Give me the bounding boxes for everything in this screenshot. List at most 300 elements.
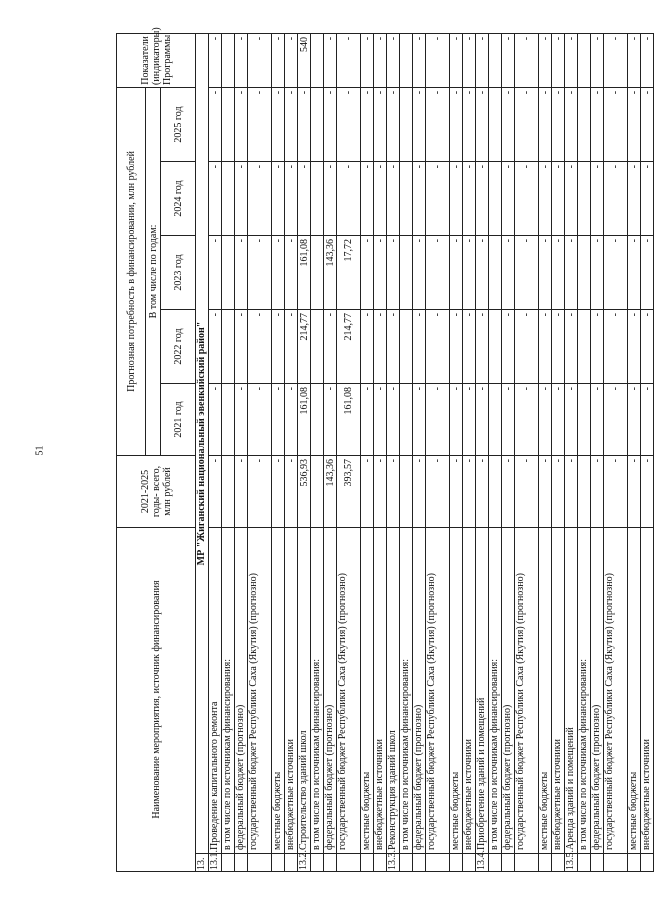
cell-total: - xyxy=(552,456,565,528)
table-row xyxy=(248,33,272,871)
table-row xyxy=(578,33,591,871)
row-number xyxy=(324,854,337,872)
cell-year-2023: - xyxy=(476,236,489,310)
cell-total: - xyxy=(565,456,578,528)
row-name: местные бюджеты xyxy=(272,528,285,854)
cell-total: - xyxy=(374,456,387,528)
cell-total: - xyxy=(463,456,476,528)
cell-year-2025: - xyxy=(591,87,604,161)
cell-year-2023 xyxy=(578,236,591,310)
cell-indicator: 540 xyxy=(298,33,311,87)
rotated-page-content xyxy=(116,27,653,872)
cell-year-2021 xyxy=(311,384,324,456)
table-row xyxy=(476,33,489,871)
row-number xyxy=(628,854,641,872)
cell-indicator: - xyxy=(476,33,489,87)
cell-total: - xyxy=(539,456,552,528)
cell-year-2024: - xyxy=(641,162,654,236)
header-year-2022: 2022 год xyxy=(161,310,196,384)
row-name: федеральный бюджет (прогнозно) xyxy=(235,528,248,854)
cell-year-2022: - xyxy=(374,310,387,384)
cell-indicator xyxy=(222,33,235,87)
table-row xyxy=(235,33,248,871)
cell-year-2024: - xyxy=(387,162,400,236)
cell-year-2023: - xyxy=(248,236,272,310)
cell-year-2023: - xyxy=(463,236,476,310)
cell-year-2023: 143,36 xyxy=(324,236,337,310)
cell-total: - xyxy=(628,456,641,528)
cell-year-2023: - xyxy=(502,236,515,310)
cell-year-2022 xyxy=(578,310,591,384)
section-row xyxy=(196,33,209,871)
table-row xyxy=(298,33,311,871)
header-year-2024: 2024 год xyxy=(161,162,196,236)
row-name: внебюджетные источники xyxy=(374,528,387,854)
cell-year-2024: - xyxy=(272,162,285,236)
cell-year-2025: - xyxy=(235,87,248,161)
row-name: Проведение капитального ремонта xyxy=(209,528,222,854)
cell-indicator: - xyxy=(628,33,641,87)
table-row xyxy=(426,33,450,871)
cell-year-2024: - xyxy=(591,162,604,236)
cell-year-2024: - xyxy=(463,162,476,236)
cell-year-2023: - xyxy=(450,236,463,310)
row-name: в том числе по источникам финансирования: xyxy=(311,528,324,854)
cell-indicator: - xyxy=(463,33,476,87)
cell-year-2024: - xyxy=(298,162,311,236)
table-row xyxy=(591,33,604,871)
header-year-2025: 2025 год xyxy=(161,87,196,161)
cell-year-2021: - xyxy=(450,384,463,456)
cell-year-2021: - xyxy=(248,384,272,456)
table-row xyxy=(489,33,502,871)
cell-indicator xyxy=(400,33,413,87)
row-name: внебюджетные источники xyxy=(641,528,654,854)
cell-indicator: - xyxy=(450,33,463,87)
cell-year-2023: - xyxy=(285,236,298,310)
cell-year-2021: - xyxy=(324,384,337,456)
cell-total xyxy=(489,456,502,528)
cell-indicator: - xyxy=(565,33,578,87)
row-number xyxy=(552,854,565,872)
table-row xyxy=(539,33,552,871)
row-name: в том числе по источникам финансирования: xyxy=(400,528,413,854)
cell-year-2023: - xyxy=(235,236,248,310)
header-forecast: Прогнозная потребность в финансировании, млн рублей xyxy=(117,87,146,455)
cell-indicator: - xyxy=(641,33,654,87)
row-name: Приобретение зданий и помещений xyxy=(476,528,489,854)
cell-year-2024: - xyxy=(426,162,450,236)
cell-year-2025: - xyxy=(476,87,489,161)
cell-year-2022: - xyxy=(552,310,565,384)
cell-indicator: - xyxy=(426,33,450,87)
cell-indicator: - xyxy=(515,33,539,87)
cell-year-2022 xyxy=(311,310,324,384)
cell-year-2022 xyxy=(222,310,235,384)
header-year-2021: 2021 год xyxy=(161,384,196,456)
cell-year-2021 xyxy=(400,384,413,456)
cell-year-2025: - xyxy=(628,87,641,161)
cell-year-2024: - xyxy=(209,162,222,236)
cell-year-2025: - xyxy=(515,87,539,161)
cell-year-2022: - xyxy=(426,310,450,384)
table-row xyxy=(272,33,285,871)
cell-year-2025 xyxy=(311,87,324,161)
cell-total: - xyxy=(515,456,539,528)
cell-year-2021: - xyxy=(272,384,285,456)
cell-year-2022: - xyxy=(209,310,222,384)
cell-year-2021: - xyxy=(426,384,450,456)
cell-year-2024: - xyxy=(248,162,272,236)
header-by-years: В том числе по годам: xyxy=(146,87,161,455)
row-name: местные бюджеты xyxy=(361,528,374,854)
cell-total xyxy=(222,456,235,528)
cell-year-2023: - xyxy=(641,236,654,310)
cell-year-2021: - xyxy=(476,384,489,456)
cell-year-2021 xyxy=(222,384,235,456)
cell-year-2024: - xyxy=(515,162,539,236)
cell-year-2021: - xyxy=(374,384,387,456)
cell-total: - xyxy=(272,456,285,528)
row-number xyxy=(502,854,515,872)
cell-year-2021: - xyxy=(565,384,578,456)
cell-year-2025 xyxy=(222,87,235,161)
row-number xyxy=(248,854,272,872)
cell-year-2025: - xyxy=(413,87,426,161)
financing-table xyxy=(116,27,654,872)
cell-year-2021: - xyxy=(502,384,515,456)
cell-year-2025: - xyxy=(565,87,578,161)
table-row xyxy=(502,33,515,871)
cell-year-2022: - xyxy=(387,310,400,384)
row-name: Строительство зданий школ xyxy=(298,528,311,854)
cell-year-2025: - xyxy=(298,87,311,161)
cell-year-2021: 161,08 xyxy=(337,384,361,456)
cell-year-2025 xyxy=(400,87,413,161)
table-row xyxy=(552,33,565,871)
cell-year-2022: 214,77 xyxy=(298,310,311,384)
cell-year-2021: - xyxy=(235,384,248,456)
cell-year-2025: - xyxy=(337,87,361,161)
row-name: местные бюджеты xyxy=(628,528,641,854)
table-row xyxy=(324,33,337,871)
cell-year-2025: - xyxy=(285,87,298,161)
cell-year-2025: - xyxy=(272,87,285,161)
cell-year-2022: - xyxy=(413,310,426,384)
cell-year-2022: - xyxy=(450,310,463,384)
cell-total: - xyxy=(209,456,222,528)
table-row xyxy=(641,33,654,871)
cell-year-2025: - xyxy=(641,87,654,161)
cell-total: 393,57 xyxy=(337,456,361,528)
cell-year-2021 xyxy=(578,384,591,456)
row-number xyxy=(285,854,298,872)
cell-total: - xyxy=(361,456,374,528)
cell-year-2024: - xyxy=(324,162,337,236)
cell-year-2023 xyxy=(489,236,502,310)
cell-year-2024: - xyxy=(628,162,641,236)
cell-year-2025 xyxy=(578,87,591,161)
cell-year-2023: - xyxy=(387,236,400,310)
cell-year-2022: - xyxy=(591,310,604,384)
row-name: в том числе по источникам финансирования: xyxy=(489,528,502,854)
cell-year-2023: - xyxy=(272,236,285,310)
cell-year-2024: - xyxy=(337,162,361,236)
table-row xyxy=(387,33,400,871)
cell-year-2022: - xyxy=(604,310,628,384)
table-row xyxy=(450,33,463,871)
table-row xyxy=(463,33,476,871)
cell-year-2021: - xyxy=(591,384,604,456)
cell-total: 143,36 xyxy=(324,456,337,528)
cell-year-2023 xyxy=(222,236,235,310)
cell-year-2024 xyxy=(578,162,591,236)
row-number xyxy=(374,854,387,872)
cell-year-2023: - xyxy=(591,236,604,310)
cell-total: - xyxy=(426,456,450,528)
cell-indicator: - xyxy=(502,33,515,87)
cell-year-2025: - xyxy=(248,87,272,161)
cell-year-2024: - xyxy=(502,162,515,236)
cell-year-2022: - xyxy=(476,310,489,384)
row-number xyxy=(426,854,450,872)
cell-total: - xyxy=(413,456,426,528)
header-total: 2021-2025 годы- всего, млн рублей xyxy=(117,456,196,528)
cell-year-2021: - xyxy=(604,384,628,456)
cell-year-2025: - xyxy=(387,87,400,161)
cell-year-2022: 214,77 xyxy=(337,310,361,384)
cell-year-2023: - xyxy=(515,236,539,310)
table-row xyxy=(565,33,578,871)
table-row xyxy=(515,33,539,871)
cell-year-2024 xyxy=(489,162,502,236)
cell-year-2024: - xyxy=(374,162,387,236)
row-number: 13.5. xyxy=(565,850,576,870)
cell-total: - xyxy=(248,456,272,528)
table-row xyxy=(413,33,426,871)
cell-indicator: - xyxy=(604,33,628,87)
row-name: федеральный бюджет (прогнозно) xyxy=(324,528,337,854)
cell-year-2024: - xyxy=(413,162,426,236)
row-number: 13. xyxy=(196,854,209,872)
row-name: государственный бюджет Республики Саха (Якутия) (прогнозно) xyxy=(248,528,272,854)
cell-year-2025: - xyxy=(374,87,387,161)
cell-indicator: - xyxy=(235,33,248,87)
row-name: Аренда зданий и помещений xyxy=(565,528,578,854)
cell-year-2024: - xyxy=(476,162,489,236)
table-row xyxy=(209,33,222,871)
cell-total xyxy=(578,456,591,528)
row-number: 13.2. xyxy=(298,850,309,870)
row-name: федеральный бюджет (прогнозно) xyxy=(413,528,426,854)
cell-year-2022: - xyxy=(515,310,539,384)
header-indicators: Показатели (индикаторы) Программы xyxy=(117,33,196,87)
row-number xyxy=(361,854,374,872)
row-number: 13.1. xyxy=(209,850,220,870)
cell-year-2022: - xyxy=(463,310,476,384)
cell-year-2025: - xyxy=(426,87,450,161)
cell-indicator: - xyxy=(248,33,272,87)
cell-total: 536,93 xyxy=(298,456,311,528)
cell-year-2023: - xyxy=(539,236,552,310)
row-number xyxy=(311,854,324,872)
cell-year-2023: - xyxy=(552,236,565,310)
cell-year-2025: - xyxy=(361,87,374,161)
cell-total: - xyxy=(285,456,298,528)
row-name: государственный бюджет Республики Саха (Якутия) (прогнозно) xyxy=(515,528,539,854)
cell-total: - xyxy=(476,456,489,528)
row-number: 13.3. xyxy=(387,850,398,870)
cell-year-2025: - xyxy=(502,87,515,161)
cell-year-2022: - xyxy=(641,310,654,384)
cell-year-2022 xyxy=(489,310,502,384)
table-row xyxy=(628,33,641,871)
row-number xyxy=(272,854,285,872)
cell-year-2023: - xyxy=(209,236,222,310)
cell-indicator: - xyxy=(539,33,552,87)
row-number xyxy=(604,854,628,872)
table-body xyxy=(196,33,654,871)
cell-year-2022: - xyxy=(324,310,337,384)
cell-indicator xyxy=(311,33,324,87)
cell-year-2023: - xyxy=(426,236,450,310)
row-name: Реконструкция зданий школ xyxy=(387,528,400,854)
cell-total: - xyxy=(450,456,463,528)
table-row xyxy=(374,33,387,871)
row-name: государственный бюджет Республики Саха (Якутия) (прогнозно) xyxy=(337,528,361,854)
row-number xyxy=(578,854,591,872)
cell-year-2023: - xyxy=(628,236,641,310)
cell-year-2023 xyxy=(311,236,324,310)
row-name: в том числе по источникам финансирования: xyxy=(578,528,591,854)
cell-total: - xyxy=(502,456,515,528)
row-number xyxy=(450,854,463,872)
table-row xyxy=(222,33,235,871)
cell-year-2025 xyxy=(489,87,502,161)
cell-year-2021: - xyxy=(628,384,641,456)
cell-indicator: - xyxy=(361,33,374,87)
cell-total: - xyxy=(604,456,628,528)
cell-year-2021 xyxy=(489,384,502,456)
row-number xyxy=(222,854,235,872)
cell-year-2021: - xyxy=(361,384,374,456)
cell-year-2021: - xyxy=(463,384,476,456)
cell-indicator xyxy=(578,33,591,87)
cell-indicator xyxy=(489,33,502,87)
table-row xyxy=(285,33,298,871)
cell-year-2023: - xyxy=(604,236,628,310)
table-row xyxy=(337,33,361,871)
cell-year-2021: - xyxy=(209,384,222,456)
cell-year-2024: - xyxy=(552,162,565,236)
cell-indicator: - xyxy=(272,33,285,87)
row-name: внебюджетные источники xyxy=(285,528,298,854)
cell-year-2023: 17,72 xyxy=(337,236,361,310)
cell-year-2021: 161,08 xyxy=(298,384,311,456)
row-number xyxy=(539,854,552,872)
cell-year-2021: - xyxy=(285,384,298,456)
cell-year-2022 xyxy=(400,310,413,384)
cell-total: - xyxy=(387,456,400,528)
cell-year-2025: - xyxy=(463,87,476,161)
row-name: федеральный бюджет (прогнозно) xyxy=(502,528,515,854)
cell-total xyxy=(400,456,413,528)
row-number xyxy=(413,854,426,872)
cell-indicator: - xyxy=(337,33,361,87)
cell-year-2022: - xyxy=(235,310,248,384)
cell-indicator: - xyxy=(324,33,337,87)
cell-total: - xyxy=(235,456,248,528)
row-number xyxy=(641,854,654,872)
cell-year-2024: - xyxy=(450,162,463,236)
cell-year-2024 xyxy=(222,162,235,236)
section-title: МР "Жиганский национальный эвенкийский район" xyxy=(196,33,209,853)
cell-year-2025: - xyxy=(604,87,628,161)
row-number xyxy=(591,854,604,872)
cell-year-2024: - xyxy=(565,162,578,236)
cell-year-2022: - xyxy=(248,310,272,384)
cell-indicator: - xyxy=(591,33,604,87)
row-number: 13.4. xyxy=(476,850,487,870)
table-row xyxy=(361,33,374,871)
cell-year-2021: - xyxy=(552,384,565,456)
cell-year-2021: - xyxy=(515,384,539,456)
cell-year-2021: - xyxy=(413,384,426,456)
page-number: 51 xyxy=(34,445,46,456)
cell-year-2023: - xyxy=(565,236,578,310)
cell-year-2023: - xyxy=(361,236,374,310)
row-name: местные бюджеты xyxy=(539,528,552,854)
cell-year-2023: - xyxy=(413,236,426,310)
header-year-2023: 2023 год xyxy=(161,236,196,310)
cell-total xyxy=(311,456,324,528)
row-number xyxy=(515,854,539,872)
row-name: в том числе по источникам финансирования: xyxy=(222,528,235,854)
cell-year-2025: - xyxy=(539,87,552,161)
row-name: государственный бюджет Республики Саха (Якутия) (прогнозно) xyxy=(604,528,628,854)
cell-year-2022: - xyxy=(539,310,552,384)
cell-year-2024 xyxy=(311,162,324,236)
row-name: местные бюджеты xyxy=(450,528,463,854)
cell-year-2022: - xyxy=(361,310,374,384)
row-number xyxy=(337,854,361,872)
cell-year-2023: - xyxy=(374,236,387,310)
cell-total: - xyxy=(641,456,654,528)
table-row xyxy=(400,33,413,871)
cell-indicator: - xyxy=(374,33,387,87)
cell-year-2021: - xyxy=(641,384,654,456)
cell-year-2024: - xyxy=(235,162,248,236)
cell-indicator: - xyxy=(387,33,400,87)
cell-year-2024: - xyxy=(361,162,374,236)
cell-year-2025: - xyxy=(209,87,222,161)
cell-year-2023: 161,08 xyxy=(298,236,311,310)
cell-year-2025: - xyxy=(552,87,565,161)
row-number xyxy=(463,854,476,872)
cell-year-2024: - xyxy=(285,162,298,236)
cell-year-2022: - xyxy=(502,310,515,384)
row-number xyxy=(489,854,502,872)
cell-indicator: - xyxy=(285,33,298,87)
cell-year-2021: - xyxy=(387,384,400,456)
cell-year-2024: - xyxy=(539,162,552,236)
cell-year-2024: - xyxy=(604,162,628,236)
row-name: внебюджетные источники xyxy=(552,528,565,854)
cell-indicator: - xyxy=(209,33,222,87)
cell-year-2024 xyxy=(400,162,413,236)
row-name: внебюджетные источники xyxy=(463,528,476,854)
cell-year-2021: - xyxy=(539,384,552,456)
